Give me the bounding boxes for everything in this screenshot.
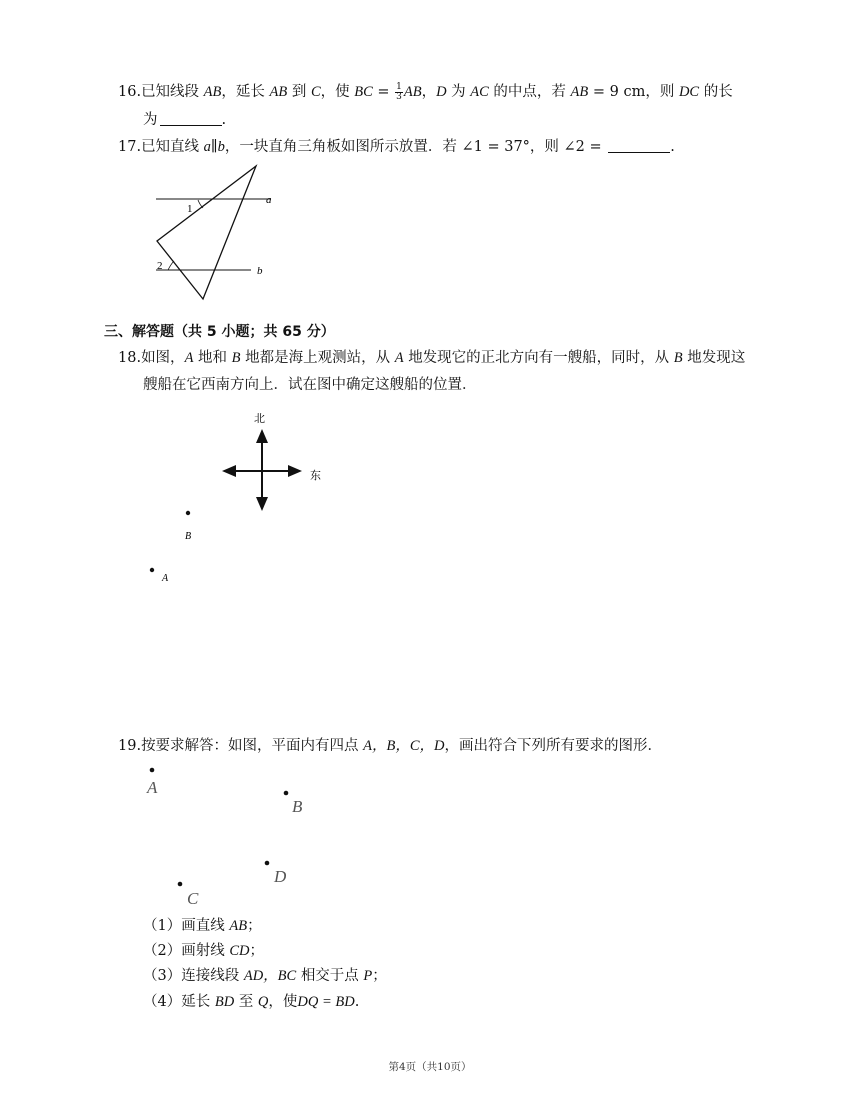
point-B xyxy=(186,511,190,515)
item-label: （4）延长 xyxy=(143,994,211,1010)
q18-line1 xyxy=(118,348,745,368)
math-D: D xyxy=(436,84,447,100)
parallel-lines-triangle-figure xyxy=(140,158,290,308)
point-A xyxy=(150,568,154,572)
math-AC: AC xyxy=(470,84,489,100)
item-text: 至 xyxy=(238,994,254,1010)
q18-text: 地都是海上观测站，从 xyxy=(245,350,391,366)
math-B: B xyxy=(673,350,683,366)
label-angle-2: 2 xyxy=(157,260,163,272)
angle-1-arc xyxy=(198,200,203,208)
label-D: D xyxy=(274,867,287,886)
math-DQ-equals-BD: DQ = BD xyxy=(297,994,355,1010)
label-B: B xyxy=(292,797,303,816)
q17-text: ，一块直角三角板如图所示放置．若 ∠1 = 37°，则 ∠2 = xyxy=(224,139,602,155)
item-tail: ； xyxy=(372,968,387,984)
q16-text: 为 xyxy=(451,84,466,100)
math-a: a xyxy=(203,139,211,155)
q19-text: ，画出符合下列所有要求的图形． xyxy=(444,738,663,754)
point-B xyxy=(284,791,289,796)
q19-line1 xyxy=(118,736,662,756)
label-B: B xyxy=(185,531,192,542)
fraction-denominator: 3 xyxy=(396,91,402,102)
math-B: B xyxy=(231,350,241,366)
math-AB: AB xyxy=(570,84,589,100)
q17-text: . xyxy=(670,139,675,155)
q19-item-4 xyxy=(143,992,359,1012)
four-points-figure xyxy=(140,758,330,913)
math-Q: Q xyxy=(257,994,269,1010)
item-tail: ； xyxy=(249,943,264,959)
q16-text: 的长 xyxy=(703,84,733,100)
label-angle-1: 1 xyxy=(187,203,193,215)
q16-text: 为 xyxy=(143,112,158,128)
math-CD: CD xyxy=(229,943,250,959)
math-b: b xyxy=(217,139,225,155)
label-b: b xyxy=(257,265,263,277)
q19-item-1 xyxy=(143,916,262,936)
label-A: A xyxy=(162,573,169,584)
math-BD: BD xyxy=(214,994,235,1010)
north-arrow-icon xyxy=(256,429,268,443)
answer-blank[interactable] xyxy=(160,111,222,126)
q16-text: 已知线段 xyxy=(141,84,200,100)
parallel-symbol: ∥ xyxy=(210,139,218,155)
math-AB: AB xyxy=(269,84,288,100)
label-a: a xyxy=(266,194,272,206)
math-DC: DC xyxy=(678,84,700,100)
q17-number: 17. xyxy=(118,139,142,155)
math-P: P xyxy=(363,968,373,984)
east-arrow-icon xyxy=(288,465,302,477)
label-C: C xyxy=(187,889,199,908)
q18-text: 如图， xyxy=(141,350,185,366)
q17-text: 已知直线 xyxy=(141,139,200,155)
q18-text: 地发现这 xyxy=(687,350,746,366)
q16-text: . xyxy=(221,112,227,128)
fraction-one-third xyxy=(395,83,403,102)
math-AB: AB xyxy=(403,84,422,100)
section-header: 三、解答题（共 5 小题；共 65 分） xyxy=(104,324,335,340)
q18-text: 地和 xyxy=(198,350,228,366)
fraction-numerator: 1 xyxy=(396,81,402,92)
north-label: 北 xyxy=(254,413,265,425)
q18-text: 地发现它的正北方向有一艘船，同时，从 xyxy=(408,350,670,366)
angle-2-arc xyxy=(168,261,174,270)
math-A: A xyxy=(184,350,194,366)
q19-text: 按要求解答：如图，平面内有四点 xyxy=(141,738,359,754)
item-text: ，使 xyxy=(268,994,298,1010)
q16-text: ， xyxy=(421,84,437,100)
q19-number: 19. xyxy=(118,738,142,754)
point-A xyxy=(150,768,155,773)
equals-sign: = xyxy=(377,84,390,100)
page-footer: 第4页（共10页） xyxy=(388,1061,472,1073)
east-label: 东 xyxy=(310,470,321,482)
q18-line2: 艘船在它西南方向上．试在图中确定这艘船的位置． xyxy=(143,377,477,393)
q16-number: 16. xyxy=(118,84,142,100)
answer-blank[interactable] xyxy=(608,138,670,153)
west-arrow-icon xyxy=(222,465,236,477)
math-AB: AB xyxy=(203,84,222,100)
q19-item-2 xyxy=(143,941,264,961)
label-A: A xyxy=(147,778,158,797)
math-value: = 9 cm xyxy=(592,84,646,100)
item-tail: ； xyxy=(247,918,262,934)
q16-text: ，使 xyxy=(320,84,350,100)
q16-text: ，延长 xyxy=(221,84,265,100)
point-C xyxy=(178,882,183,887)
math-BC: BC xyxy=(354,84,373,100)
q16-text: 到 xyxy=(291,84,307,100)
math-C: C xyxy=(310,84,321,100)
math-AD-BC: AD，BC xyxy=(243,968,297,984)
q16-text: 的中点，若 xyxy=(493,84,566,100)
q18-number: 18. xyxy=(118,350,142,366)
math-A: A xyxy=(394,350,404,366)
item-text: 相交于点 xyxy=(300,968,359,984)
q16-line1 xyxy=(118,82,733,102)
compass-figure xyxy=(140,405,340,590)
q19-item-3 xyxy=(143,966,387,986)
item-label: （1）画直线 xyxy=(143,918,225,934)
q16-text: ，则 xyxy=(645,84,675,100)
math-AB: AB xyxy=(229,918,248,934)
item-tail: . xyxy=(354,994,360,1010)
item-label: （3）连接线段 xyxy=(143,968,240,984)
q17-line1 xyxy=(118,137,675,157)
item-label: （2）画射线 xyxy=(143,943,225,959)
south-arrow-icon xyxy=(256,497,268,511)
math-points: A，B，C，D xyxy=(363,738,445,754)
right-triangle xyxy=(157,166,256,299)
q16-line2 xyxy=(143,110,226,130)
point-D xyxy=(265,861,270,866)
